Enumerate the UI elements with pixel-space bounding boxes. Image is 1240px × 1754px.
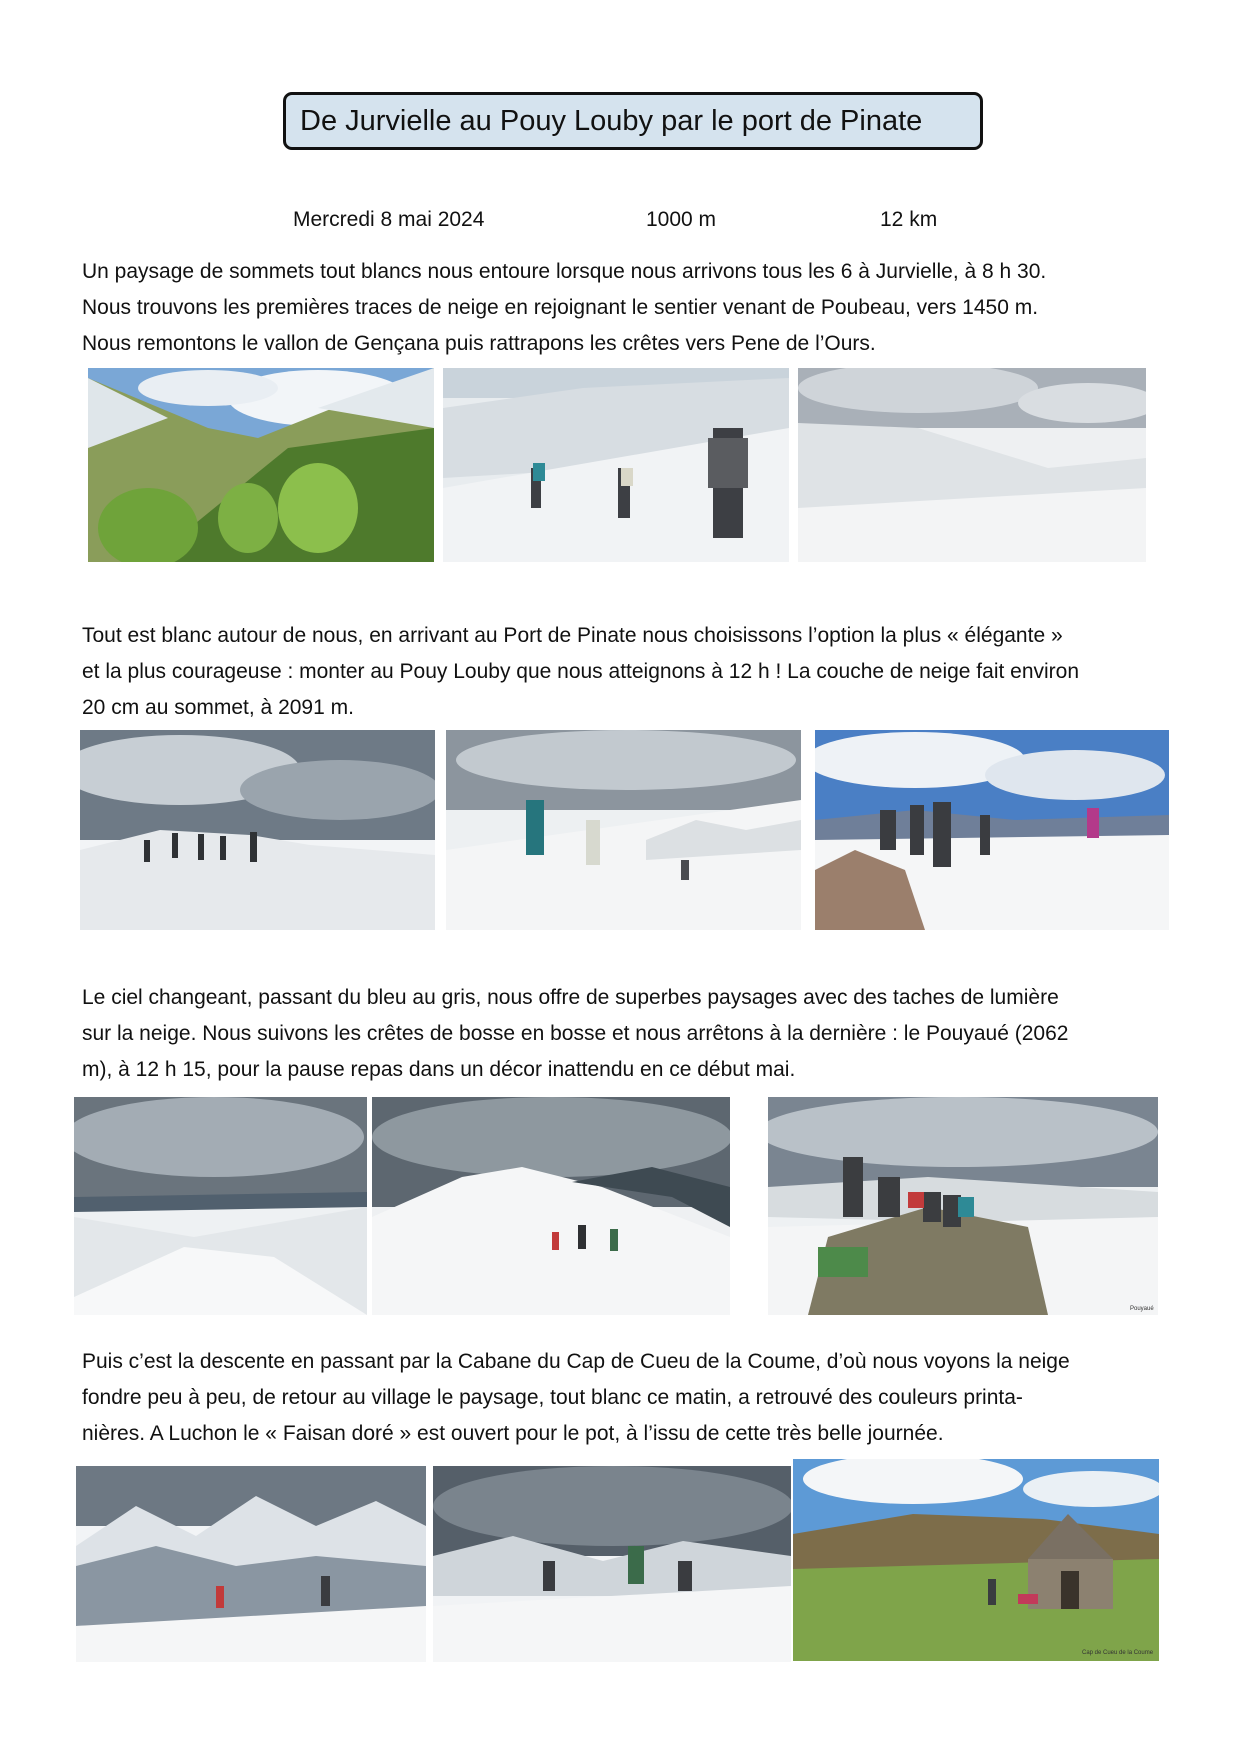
paragraph-line: sur la neige. Nous suivons les crêtes de bosse en bosse et nous arrêtons à la dernière : le Pouyaué (2062 bbox=[82, 1022, 1069, 1045]
title-text: De Jurvielle au Pouy Louby par le port de Pinate bbox=[300, 104, 923, 137]
photo-picnic-summit bbox=[768, 1097, 1158, 1315]
hike-distance: 12 km bbox=[880, 208, 938, 231]
paragraph-line: Tout est blanc autour de nous, en arrivant au Port de Pinate nous choisissons l’option la plus « élégante » bbox=[82, 624, 1063, 647]
photo-snowy-peaks bbox=[76, 1466, 426, 1662]
photo-stone-cabin bbox=[793, 1459, 1159, 1661]
paragraph-1 bbox=[82, 254, 1172, 362]
paragraph-line: Un paysage de sommets tout blancs nous entoure lorsque nous arrivons tous les 6 à Jurvielle, à 8 h 30. bbox=[82, 260, 1047, 283]
paragraph-line: Puis c’est la descente en passant par la Cabane du Cap de Cueu de la Coume, d’où nous voyons la neige bbox=[82, 1350, 1070, 1373]
paragraph-2 bbox=[82, 618, 1172, 726]
photo-group-ridge bbox=[80, 730, 435, 930]
paragraph-4 bbox=[82, 1344, 1172, 1452]
paragraph-line: fondre peu à peu, de retour au village le paysage, tout blanc ce matin, a retrouvé des couleurs printa- bbox=[82, 1386, 1023, 1409]
hike-elevation: 1000 m bbox=[646, 208, 717, 231]
paragraph-line: Nous trouvons les premières traces de neige en rejoignant le sentier venant de Poubeau, vers 1450 m. bbox=[82, 296, 1039, 319]
page-title bbox=[283, 92, 983, 150]
paragraph-line: m), à 12 h 15, pour la pause repas dans un décor inattendu en ce début mai. bbox=[82, 1058, 796, 1081]
paragraph-line: Le ciel changeant, passant du bleu au gris, nous offre de superbes paysages avec des taches de lumière bbox=[82, 986, 1059, 1009]
photo-climbing-slope bbox=[446, 730, 801, 930]
paragraph-line: nières. A Luchon le « Faisan doré » est ouvert pour le pot, à l’issu de cette très belle journée. bbox=[82, 1422, 944, 1445]
paragraph-line: 20 cm au sommet, à 2091 m. bbox=[82, 696, 354, 719]
photo-valley-green bbox=[88, 368, 434, 562]
paragraph-line: et la plus courageuse : monter au Pouy Louby que nous atteignons à 12 h ! La couche de neige fait environ bbox=[82, 660, 1080, 683]
photo-summit-cairn bbox=[815, 730, 1169, 930]
photo-ascent-ridge bbox=[372, 1097, 730, 1315]
paragraph-line: Nous remontons le vallon de Gençana puis rattrapons les crêtes vers Pene de l’Ours. bbox=[82, 332, 876, 355]
photo-snow-plateau bbox=[798, 368, 1146, 562]
paragraph-3 bbox=[82, 980, 1172, 1088]
photo-caption: Cap de Cueu de la Coume bbox=[1082, 1650, 1154, 1656]
photo-snow-crests bbox=[74, 1097, 367, 1315]
photo-caption: Pouyaué bbox=[1130, 1306, 1154, 1312]
hike-date: Mercredi 8 mai 2024 bbox=[293, 208, 485, 231]
photo-descent-group bbox=[433, 1466, 791, 1662]
photo-snowy-hikers bbox=[443, 368, 789, 562]
